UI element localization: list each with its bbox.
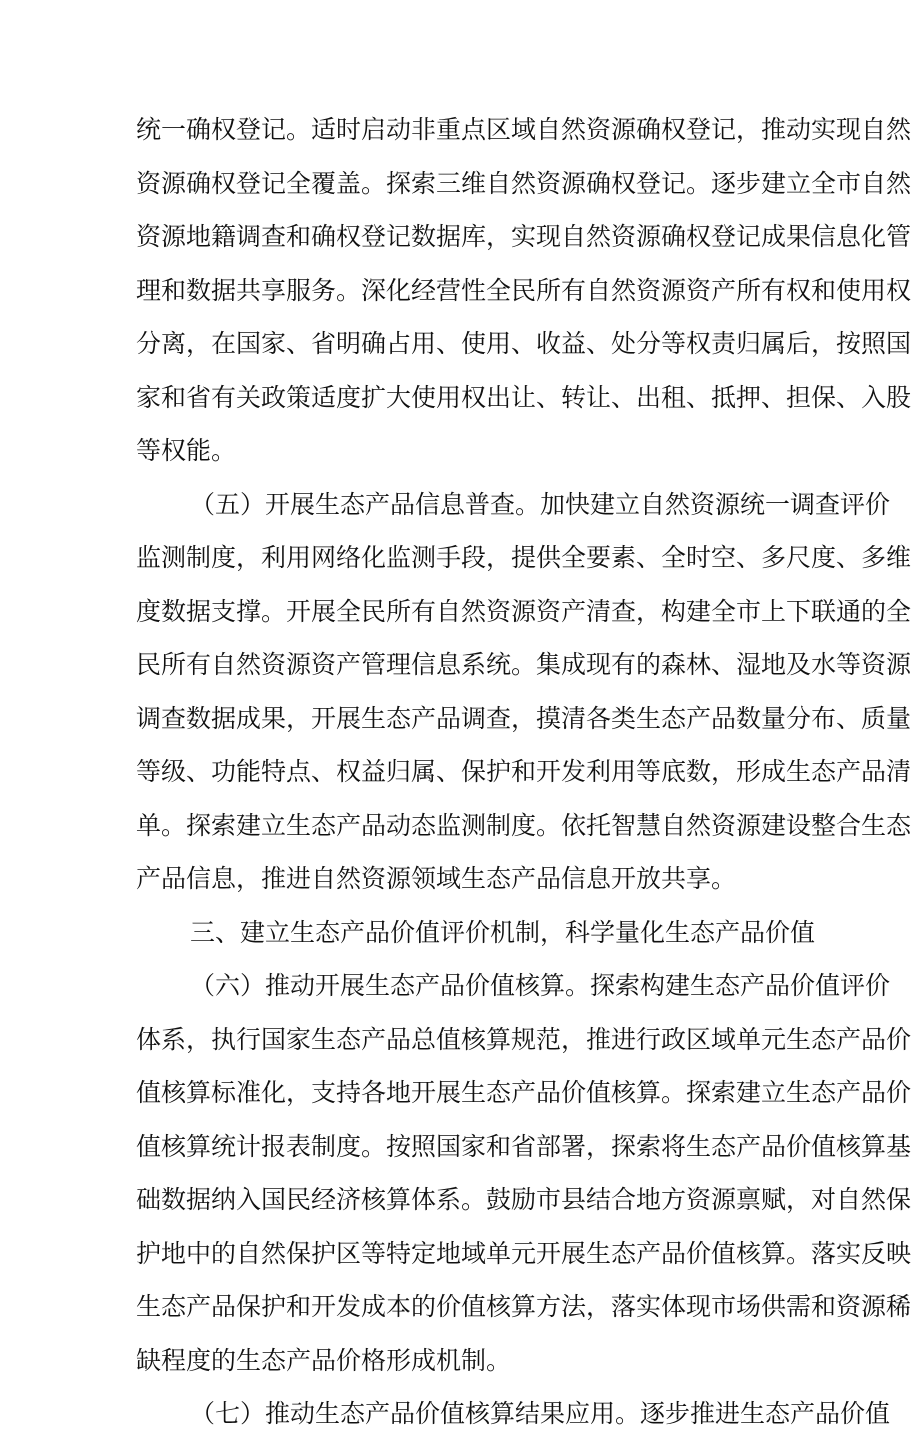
body-line: 家和省有关政策适度扩大使用权出让、转让、出租、抵押、担保、入股: [136, 382, 912, 412]
body-line: 调查数据成果，开展生态产品调查，摸清各类生态产品数量分布、质量: [136, 703, 912, 733]
body-line: 民所有自然资源资产管理信息系统。集成现有的森林、湿地及水等资源: [136, 650, 912, 679]
body-line: 值核算标准化，支持各地开展生态产品价值核算。探索建立生态产品价: [136, 1078, 912, 1107]
body-line: 体系，执行国家生态产品总值核算规范，推进行政区域单元生态产品价: [136, 1024, 912, 1054]
body-line: 分离，在国家、省明确占用、使用、收益、处分等权责归属后，按照国: [136, 329, 912, 358]
body-line: 值核算统计报表制度。按照国家和省部署，探索将生态产品价值核算基: [136, 1131, 912, 1161]
body-line: 理和数据共享服务。深化经营性全民所有自然资源资产所有权和使用权: [136, 275, 912, 305]
paragraph-six-start: （六）推动开展生态产品价值核算。探索构建生态产品价值评价: [190, 971, 891, 1000]
body-line: 资源地籍调查和确权登记数据库，实现自然资源确权登记成果信息化管: [136, 222, 912, 251]
body-line: 缺程度的生态产品价格形成机制。: [136, 1345, 512, 1375]
body-line: 护地中的自然保护区等特定地域单元开展生态产品价值核算。落实反映: [136, 1238, 912, 1268]
document-body: [136, 103, 912, 1441]
body-line: 产品信息，推进自然资源领域生态产品信息开放共享。: [136, 864, 737, 893]
paragraph-seven-start: （七）推动生态产品价值核算结果应用。逐步推进生态产品价值: [190, 1399, 891, 1428]
paragraph-five-start: （五）开展生态产品信息普查。加快建立自然资源统一调查评价: [190, 489, 891, 519]
section-heading: 三、建立生态产品价值评价机制，科学量化生态产品价值: [190, 917, 816, 947]
body-line: 监测制度，利用网络化监测手段，提供全要素、全时空、多尺度、多维: [136, 543, 912, 572]
body-line: 等级、功能特点、权益归属、保护和开发利用等底数，形成生态产品清: [136, 757, 912, 786]
body-line: 度数据支撑。开展全民所有自然资源资产清查，构建全市上下联通的全: [136, 596, 912, 626]
body-line: 资源确权登记全覆盖。探索三维自然资源确权登记。逐步建立全市自然: [136, 168, 912, 198]
body-line: 统一确权登记。适时启动非重点区域自然资源确权登记，推动实现自然: [136, 115, 912, 144]
body-line: 等权能。: [136, 436, 237, 465]
body-line: 生态产品保护和开发成本的价值核算方法，落实体现市场供需和资源稀: [136, 1292, 912, 1321]
body-line: 础数据纳入国民经济核算体系。鼓励市县结合地方资源禀赋，对自然保: [136, 1185, 912, 1214]
body-line: 单。探索建立生态产品动态监测制度。依托智慧自然资源建设整合生态: [136, 810, 912, 840]
